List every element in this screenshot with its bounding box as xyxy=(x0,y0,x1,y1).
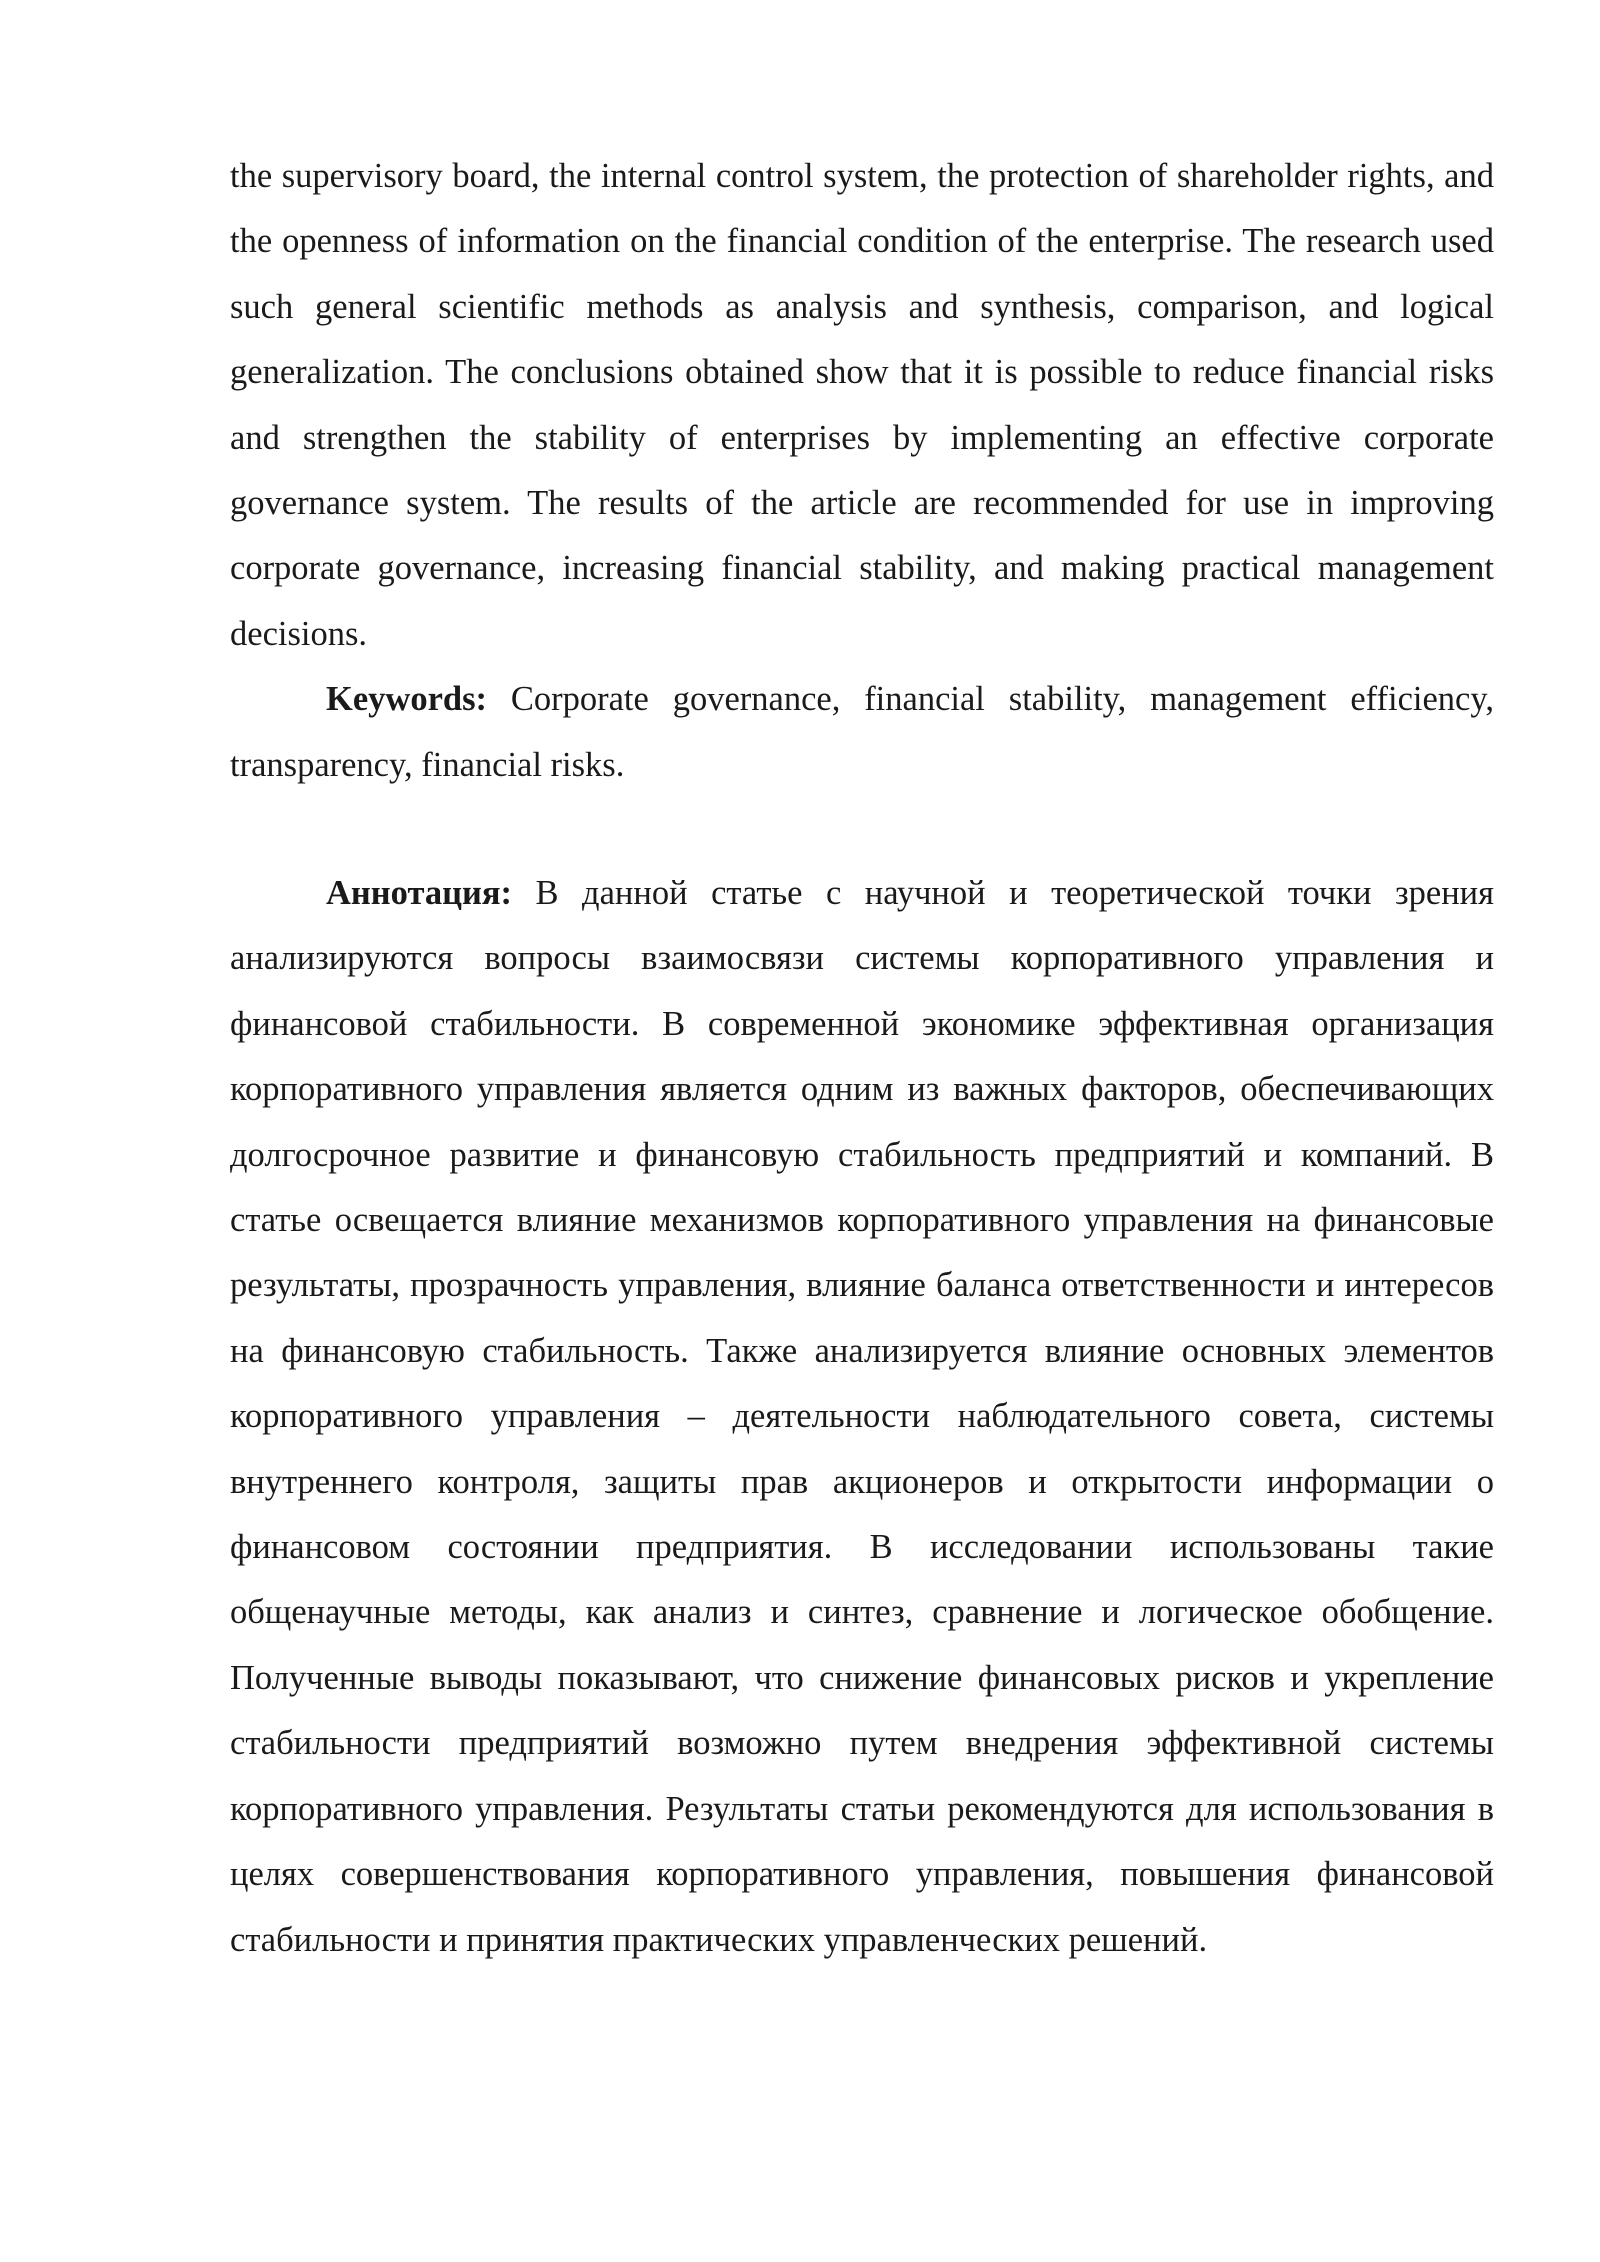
abstract-continuation-paragraph: the supervisory board, the internal control system, the protection of shareholder rights, and the openness of information on the financial condition of the enterprise. The research used such general scientific methods as analysis and synthesis, comparison, and logical generalization. The conclusions obtained show that it is possible to reduce financial risks and strengthen the stability of enterprises by implementing an effective corporate governance system. The results of the article are recommended for use in improving corporate governance, increasing financial stability, and making practical management decisions. xyxy=(230,157,1494,653)
annotation-text: В данной статье с научной и теоретической точки зрения анализируются вопросы взаимосвязи системы корпоративного управления и финансовой стабильности. В современной экономике эффективная организация корпоративного управления является одним из важных факторов, обеспечивающих долгосрочное развитие и финансовую стабильность предприятий и компаний. В статье освещается влияние механизмов корпоративного управления на финансовые результаты, прозрачность управления, влияние баланса ответственности и интересов на финансовую стабильность. Также анализируется влияние основных элементов корпоративного управления – деятельности наблюдательного совета, системы внутреннего контроля, защиты прав акционеров и открытости информации о финансовом состоянии предприятия. В исследовании использованы такие общенаучные методы, как анализ и синтез, сравнение и логическое обобщение. Полученные выводы показывают, что снижение финансовых рисков и укрепление стабильности предприятий возможно путем внедрения эффективной системы корпоративного управления. Результаты статьи рекомендуются для использования в целях совершенствования корпоративного управления, повышения финансовой стабильности и принятия практических управленческих решений. xyxy=(230,874,1494,1959)
keywords-label: Keywords: xyxy=(326,680,487,719)
annotation-paragraph xyxy=(230,861,1494,1973)
russian-annotation-section xyxy=(230,861,1494,1973)
english-abstract-section xyxy=(230,144,1494,798)
keywords-paragraph xyxy=(230,667,1494,798)
annotation-label: Аннотация: xyxy=(326,874,512,912)
keywords-text: Corporate governance, financial stability, management efficiency, transparency, financial risks. xyxy=(230,680,1494,784)
